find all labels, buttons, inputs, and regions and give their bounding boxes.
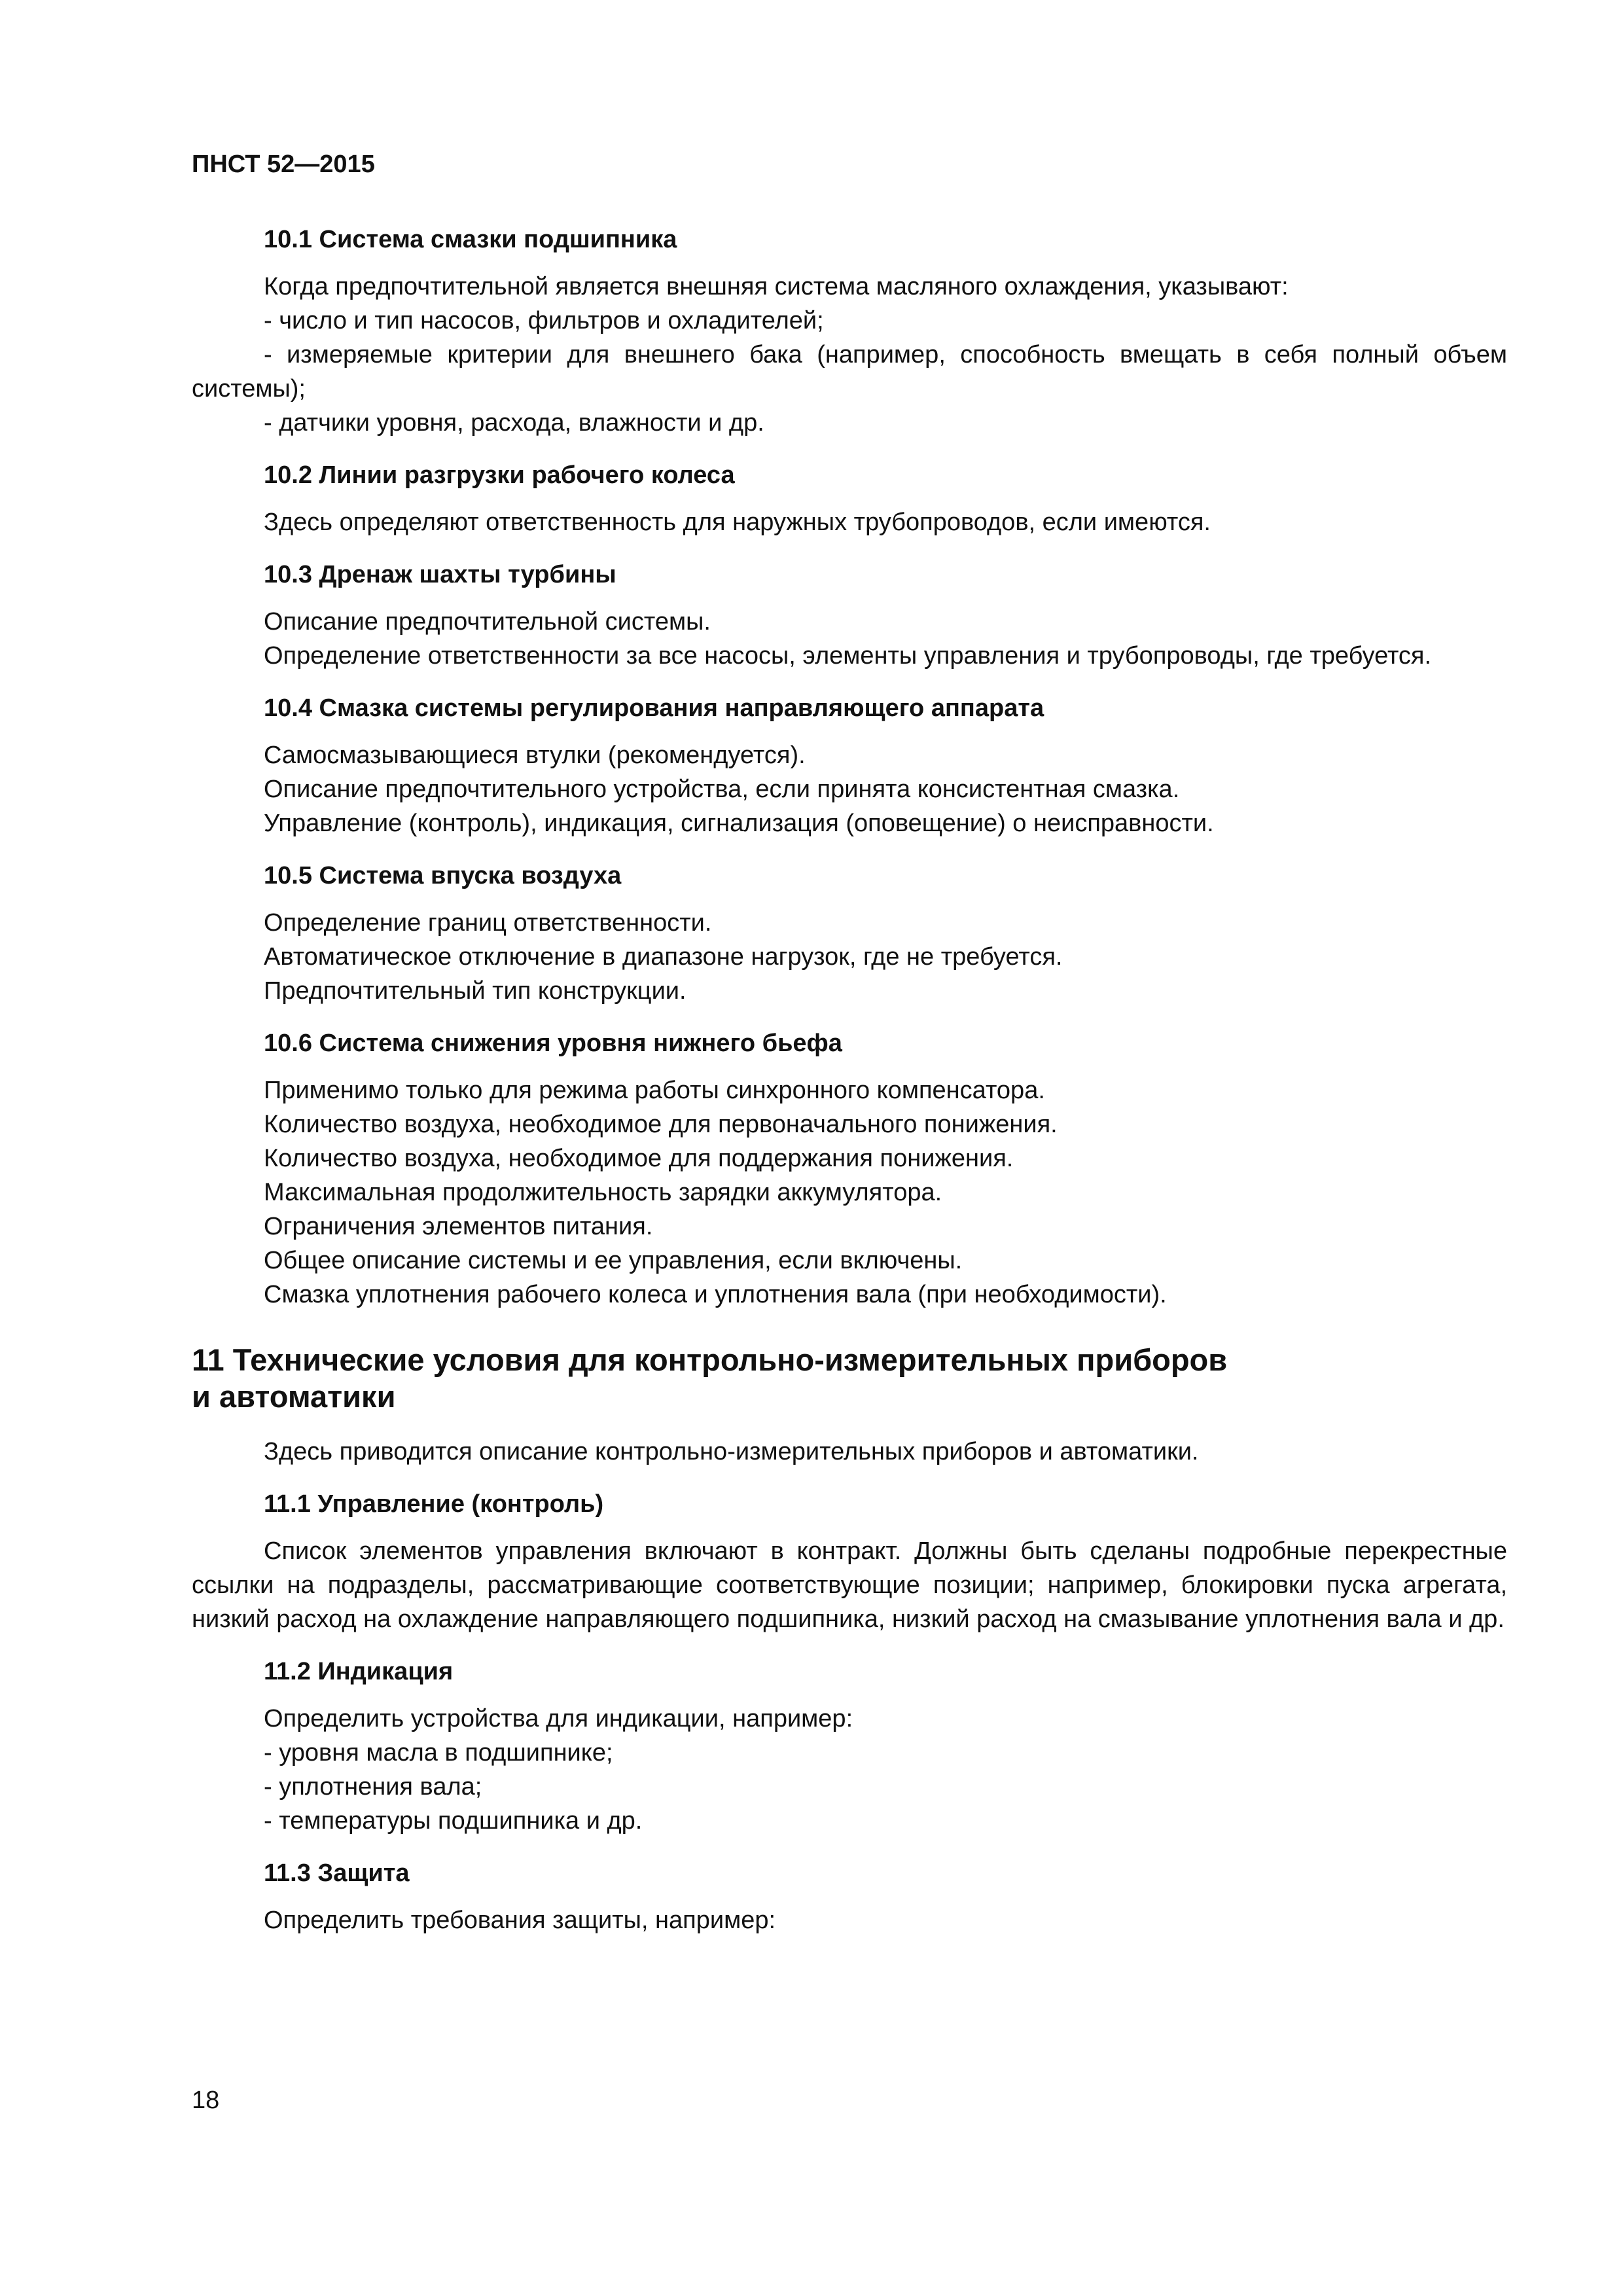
subsection-heading-10-1: 10.1 Система смазки подшипника [264, 226, 677, 253]
text-line: Определить требования защиты, например: [264, 1907, 776, 1934]
subsection-heading-10-3: 10.3 Дренаж шахты турбины [264, 561, 616, 588]
subsection-body-10-4 [192, 738, 1507, 840]
list-item: - уровня масла в подшипнике; [264, 1739, 613, 1767]
subsection-body-11-1 [192, 1534, 1507, 1636]
text-line: Когда предпочтительной является внешняя система масляного охлаждения, указывают: [264, 273, 1289, 300]
list-item: - датчики уровня, расхода, влажности и др. [264, 409, 764, 437]
document-code-header: ПНСТ 52—2015 [192, 151, 375, 178]
text-line: Предпочтительный тип конструкции. [264, 977, 687, 1005]
section-body-11 [192, 1435, 1507, 1469]
page-number: 18 [192, 2087, 220, 2114]
list-item: - число и тип насосов, фильтров и охладителей; [264, 307, 824, 334]
subsection-heading-10-2: 10.2 Линии разгрузки рабочего колеса [264, 461, 735, 489]
text-line: Определение границ ответственности. [264, 909, 712, 937]
text-line: Здесь приводится описание контрольно-измерительных приборов и автоматики. [264, 1438, 1199, 1465]
subsection-heading-10-5: 10.5 Система впуска воздуха [264, 862, 622, 889]
list-item: - уплотнения вала; [264, 1773, 482, 1801]
subsection-heading-10-4: 10.4 Смазка системы регулирования направляющего аппарата [264, 694, 1044, 722]
text-line: Описание предпочтительной системы. [264, 608, 711, 636]
section-heading-line: и автоматики [192, 1379, 396, 1414]
text-line: Смазка уплотнения рабочего колеса и уплотнения вала (при необходимости). [264, 1281, 1167, 1308]
subsection-body-11-3 [192, 1903, 1507, 1937]
text-paragraph: Определение ответственности за все насосы, элементы управления и трубопроводы, где требуется. [264, 642, 1432, 670]
text-line: Управление (контроль), индикация, сигнализация (оповещение) о неисправности. [264, 810, 1214, 837]
text-line: Применимо только для режима работы синхронного компенсатора. [264, 1077, 1045, 1104]
text-line: Количество воздуха, необходимое для первоначального понижения. [264, 1111, 1058, 1138]
section-heading-11 [192, 1342, 1507, 1415]
list-item: - измеряемые критерии для внешнего бака (например, способность вмещать в себя полный объем системы); [192, 341, 1507, 403]
text-line: Количество воздуха, необходимое для поддержания понижения. [264, 1145, 1014, 1172]
text-line: Автоматическое отключение в диапазоне нагрузок, где не требуется. [264, 943, 1063, 971]
subsection-heading-11-1: 11.1 Управление (контроль) [264, 1490, 604, 1518]
subsection-body-10-2 [192, 505, 1507, 539]
text-line: Описание предпочтительного устройства, если принята консистентная смазка. [264, 776, 1180, 803]
subsection-heading-11-2: 11.2 Индикация [264, 1658, 454, 1685]
list-item: - температуры подшипника и др. [264, 1807, 643, 1835]
subsection-body-11-2 [192, 1702, 1507, 1838]
text-line: Максимальная продолжительность зарядки аккумулятора. [264, 1179, 942, 1206]
subsection-body-10-3 [192, 605, 1507, 673]
subsection-heading-11-3: 11.3 Защита [264, 1859, 410, 1887]
subsection-body-10-1 [192, 270, 1507, 440]
section-heading-line: 11 Технические условия для контрольно-измерительных приборов [192, 1342, 1228, 1377]
subsection-heading-10-6: 10.6 Система снижения уровня нижнего бьефа [264, 1030, 842, 1057]
text-line: Самосмазывающиеся втулки (рекомендуется). [264, 742, 806, 769]
subsection-body-10-5 [192, 906, 1507, 1008]
text-line: Общее описание системы и ее управления, если включены. [264, 1247, 963, 1274]
text-line: Здесь определяют ответственность для наружных трубопроводов, если имеются. [264, 509, 1211, 536]
text-line: Ограничения элементов питания. [264, 1213, 653, 1240]
subsection-body-10-6 [192, 1073, 1507, 1312]
page-content [192, 223, 1507, 1956]
text-paragraph: Список элементов управления включают в контракт. Должны быть сделаны подробные перекрестные ссылки на подразделы, рассматривающие соответствующие позиции; например, блокировки пуска агрегата, низкий расход на охлаждение направляющего подшипника, низкий расход на смазывание уплотнения вала и др. [192, 1537, 1507, 1633]
text-line: Определить устройства для индикации, например: [264, 1705, 853, 1732]
